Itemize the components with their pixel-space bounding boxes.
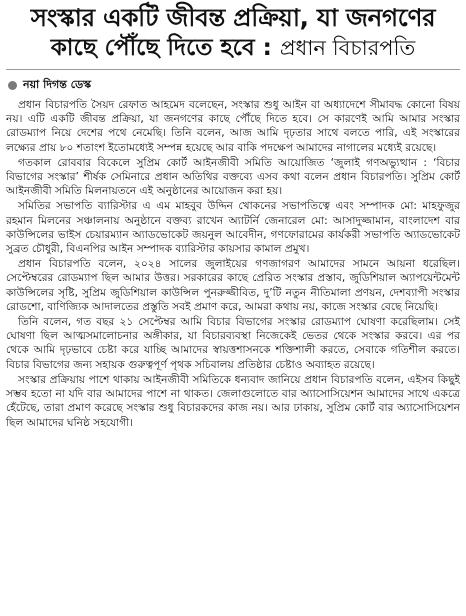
- headline-line-2-sub: প্রধান বিচারপতি: [279, 35, 416, 60]
- headline-line-2: [6, 35, 460, 62]
- article-paragraph-3: সমিতির সভাপতি ব্যারিস্টার এ এম মাহবুব উদ্দিন খোকনের সভাপতিত্বে এবং সম্পাদক মো: মাহফুজুর রহমান মিলনের সঞ্চালনায় অনুষ্ঠানে বক্তব্য রাখেন অ্যাটর্নি জেনারেল মো: আসাদুজ্জামান, বাংলাদেশ বার কাউন্সিলের ভাইস চেয়ারম্যান অ্যাডভোকেট জয়নুল আবেদীন, গণফোরামের কার্যকরী সভাপতি অ্যাডভোকেট সুব্রত চৌধুরী, বিএনপির আইন সম্পাদক ব্যারিস্টার কায়সার কামাল প্রমুখ।: [6, 200, 460, 256]
- article-paragraph-1: প্রধান বিচারপতি সৈয়দ রেফাত আহমেদ বলেছেন, সংস্কার শুধু আইন বা অধ্যাদেশে সীমাবদ্ধ কোনো বিষয় নয়। এটি একটি জীবন্ত প্রক্রিয়া, যা জনগণের কাছে পৌঁছে দিতে হবে। সে কারণেই আমি আমার সংস্কার রোডম্যাপ নিয়ে দেশের পথে নেমেছি। তিনি বলেন, আজ আমি দৃঢ়তার সাথে বলতে পারি, এই সংস্কারের লক্ষ্যের প্রায় ৮০ শতাংশ ইতোমধ্যেই সম্পন্ন হয়েছে আর বাকি পদক্ষেপ আমাদের নাগালের মধ্যেই রয়েছে।: [6, 99, 460, 154]
- headline-divider: [6, 69, 460, 70]
- headline-line-1: সংস্কার একটি জীবন্ত প্রক্রিয়া, যা জনগণের: [30, 3, 436, 32]
- article-paragraph-6: সংস্কার প্রক্রিয়ায় পাশে থাকায় আইনজীবী সমিতিকে ধন্যবাদ জানিয়ে প্রধান বিচারপতি বলেন, এইসব কিছুই সম্ভব হতো না যদি বার আমাদের পাশে না থাকত। জেলাগুলোতে বার অ্যাসোসিয়েশন আমাদের সাথে একত্রে হেঁটেছে, তারা প্রমাণ করেছে সংস্কার শুধু বিচারকদের কাজ নয়। আর ঢাকায়, সুপ্রিম কোর্ট বার অ্যাসোসিয়েশন ছিল আমাদের ঘনিষ্ঠ সহযোগী।: [6, 373, 460, 429]
- byline-text: নয়া দিগন্ত ডেস্ক: [23, 78, 92, 92]
- article-body: [6, 98, 460, 430]
- bullet-icon: [8, 81, 17, 90]
- headline: [6, 4, 460, 62]
- article-paragraph-4: প্রধান বিচারপতি বলেন, ২০২৪ সালের জুলাইয়ের গণজাগরণ আমাদের সামনে আয়না ধরেছিল। সেপ্টেম্বরের রোডম্যাপ ছিল আমার উত্তর। সরকারের কাছে প্রেরিত সংস্কার প্রস্তাব, জুডিশিয়াল অ্যাপয়েন্টমেন্ট কাউন্সিলের সৃষ্টি, সুপ্রিম জুডিশিয়াল কাউন্সিল পুনরুজ্জীবিত, দু’টি নতুন নীতিমালা প্রণয়ন, দেশব্যাপী সংস্কার রোডশো, বাণিজ্যিক আদালতের প্রস্তুতি সবই প্রমাণ করে, আমরা কথায় নয়, কাজে সংস্কার বেছে নিয়েছি।: [6, 258, 460, 313]
- byline: [8, 76, 460, 95]
- headline-line-2-main: কাছে পৌঁছে দিতে হবে :: [50, 34, 272, 61]
- article-paragraph-2: গতকাল রোববার বিকেলে সুপ্রিম কোর্ট আইনজীবী সমিতি আয়োজিত ‘জুলাই গণঅভ্যুত্থান : ‘বিচার বিভাগের সংস্কার’ শীর্ষক সেমিনারে প্রধান অতিথির বক্তব্যে এসব কথা বলেন প্রধান বিচারপতি। সুপ্রিম কোর্ট আইনজীবী সমিতি মিলনায়তনে এই অনুষ্ঠানের আয়োজন করা হয়।: [6, 156, 460, 198]
- article-paragraph-5: তিনি বলেন, গত বছর ২১ সেপ্টেম্বর আমি বিচার বিভাগের সংস্কার রোডম্যাপ ঘোষণা করেছিলাম। সেই ঘোষণা ছিল আত্মসমালোচনার অঙ্গীকার, যা বিচারব্যবস্থা নিজেকেই ভেতর থেকে সংস্কার করবে। এর পর থেকে আমি দৃঢ়ভাবে চেষ্টা করে যাচ্ছি আমাদের স্বায়ত্তশাসনকে শক্তিশালী করতে, সেবাকে গতিশীল করতে। বিচার বিভাগের জন্য সহায়ক গুরুত্বপূর্ণ পৃথক সচিবালয় প্রতিষ্ঠার চেষ্টাও অব্যাহত রয়েছে।: [6, 316, 460, 371]
